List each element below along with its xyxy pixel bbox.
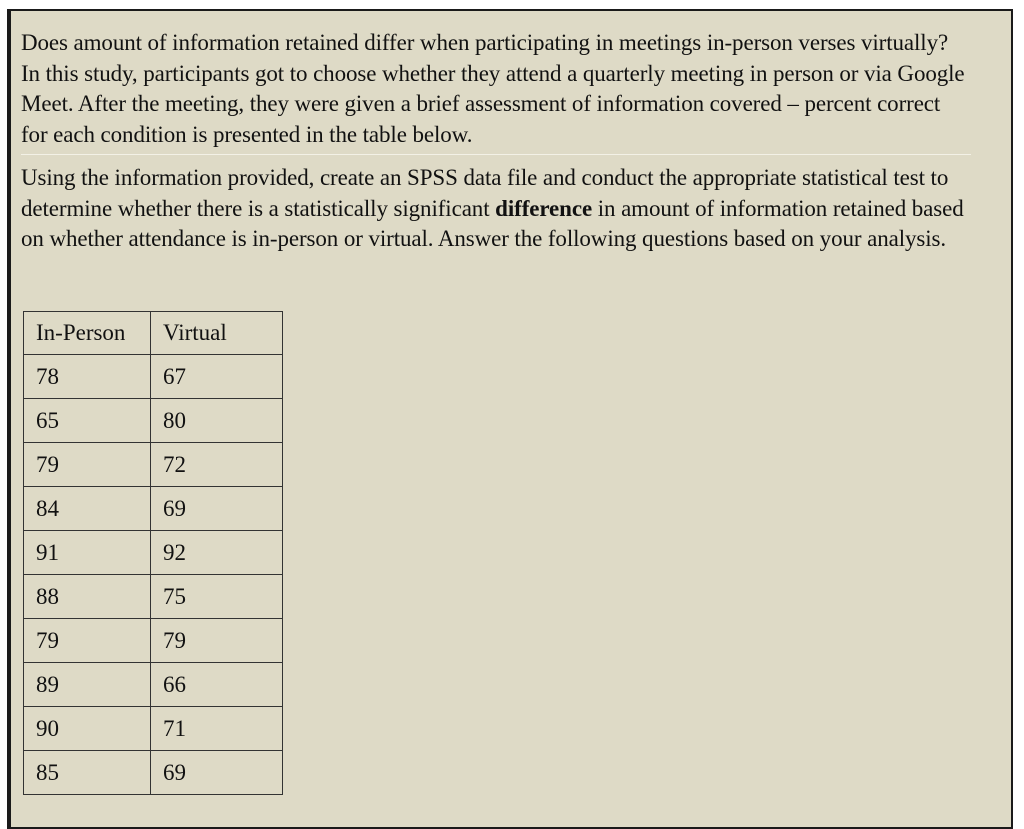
table-row [24,355,283,399]
virtual-score: 69 [151,751,283,795]
in-person-score: 88 [24,575,151,619]
table-row [24,707,283,751]
virtual-score: 66 [151,663,283,707]
virtual-score: 79 [151,619,283,663]
data-table-container [23,311,283,795]
virtual-score: 69 [151,487,283,531]
question-content [21,28,1001,785]
virtual-score: 71 [151,707,283,751]
in-person-score: 91 [24,531,151,575]
instructions-text-end: in amount of information retained based on whether attendance is in-person or virtual. Answer the following questions based on your analysis. [21,195,964,251]
table-row [24,399,283,443]
question-paragraph-intro: Does amount of information retained differ when participating in meetings in-person verses virtually? In this study, participants got to choose whether they attend a quarterly meeting in person or via Google Meet. After the meeting, they were given a brief assessment of information covered – percent correct for each condition is presented in the table below. [21,28,971,155]
in-person-score: 79 [24,443,151,487]
table-row [24,531,283,575]
header-in-person: In-Person [24,312,151,355]
in-person-score: 65 [24,399,151,443]
instructions-text-start: Using the information provided, create an SPSS data file and conduct the appropriate statistical test to determine whether there is a statistically significant [21,165,949,221]
in-person-score: 90 [24,707,151,751]
question-paragraph-instructions [21,163,991,255]
table-row [24,663,283,707]
table-row [24,619,283,663]
in-person-score: 84 [24,487,151,531]
header-virtual: Virtual [151,312,283,355]
question-panel [7,9,1013,829]
table-row [24,487,283,531]
in-person-score: 79 [24,619,151,663]
in-person-score: 89 [24,663,151,707]
in-person-score: 85 [24,751,151,795]
instructions-emphasis: difference [495,195,593,221]
table-row [24,751,283,795]
virtual-score: 75 [151,575,283,619]
virtual-score: 72 [151,443,283,487]
virtual-score: 67 [151,355,283,399]
table-row [24,443,283,487]
table-header-row [24,312,283,355]
virtual-score: 92 [151,531,283,575]
scores-table [23,311,283,795]
in-person-score: 78 [24,355,151,399]
table-row [24,575,283,619]
virtual-score: 80 [151,399,283,443]
